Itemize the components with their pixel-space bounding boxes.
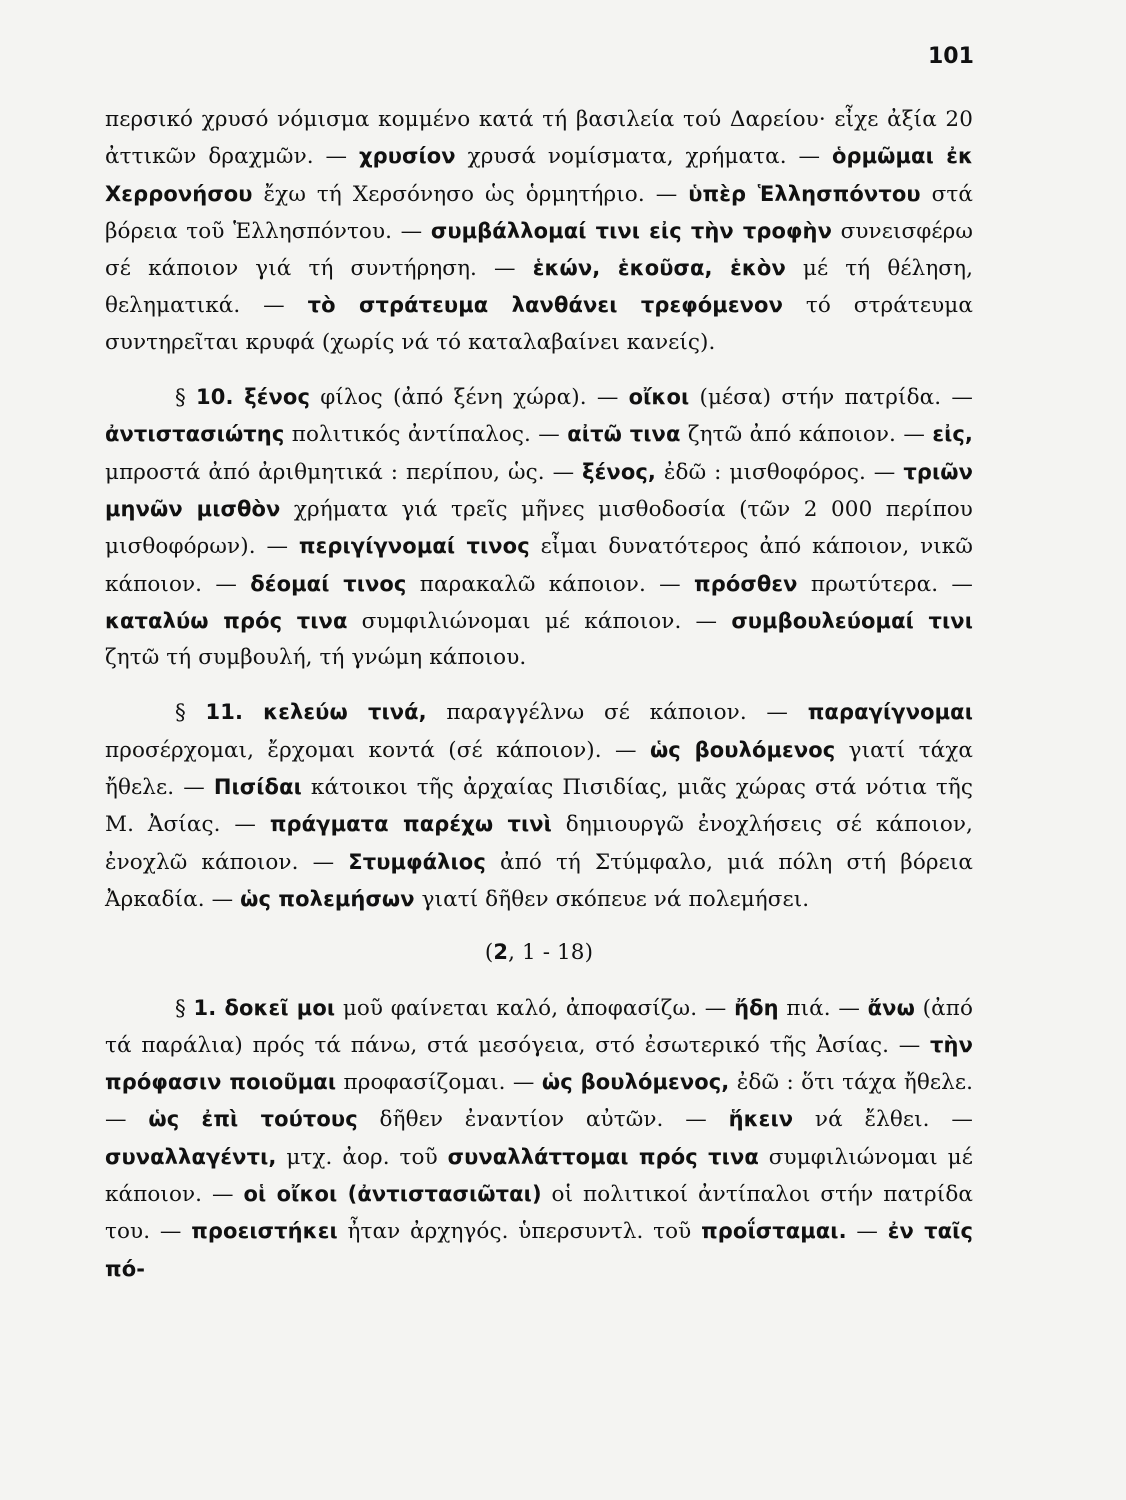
headword: 10. ξένος: [196, 385, 310, 410]
gloss-text: (μέσα) στήν πατρίδα. —: [689, 385, 973, 411]
headword: εἰς,: [932, 422, 974, 447]
headword: 11. κελεύω τινά,: [205, 700, 427, 725]
gloss-text: νά ἔλθει. —: [793, 1107, 973, 1133]
gloss-text: ζητῶ ἀπό κάποιον. —: [680, 422, 933, 448]
gloss-text: φίλος (ἀπό ξένη χώρα). —: [310, 385, 629, 411]
headword: πράγματα παρέχω τινὶ: [269, 812, 552, 837]
headword: ἄνω: [867, 995, 915, 1020]
gloss-text: μέ τή θέληση, θεληματικά. —: [105, 256, 973, 319]
headword: ἐν ταῖς πό-: [105, 1219, 973, 1281]
headword: παραγίγνομαι: [807, 700, 973, 725]
gloss-text: §: [175, 995, 194, 1021]
headword: Πισίδαι: [213, 775, 302, 800]
gloss-text: προσέρχομαι, ἔρχομαι κοντά (σέ κάποιον). —: [105, 737, 650, 763]
gloss-text: παραγγέλνω σέ κάποιον. —: [426, 700, 808, 726]
headword: ὡς ἐπὶ τούτους: [148, 1107, 358, 1132]
headword: συμβουλεύομαί τινι: [731, 608, 973, 633]
paragraph: [105, 379, 973, 676]
gloss-text: μτχ. ἀορ. τοῦ: [276, 1144, 448, 1170]
gloss-text: συνεισφέρω σέ κάποιον γιά τή συντήρηση. —: [105, 218, 974, 282]
headword: χρυσίον: [358, 144, 456, 169]
headword: Στυμφάλιος: [348, 849, 486, 874]
gloss-text: μοῦ φαίνεται καλό, ἀποφασίζω. —: [335, 995, 735, 1021]
section-heading: [105, 934, 973, 971]
gloss-text: §: [175, 385, 197, 411]
gloss-text: παρακαλῶ κάποιον. —: [406, 571, 695, 597]
gloss-text: —: [846, 1219, 888, 1245]
headword: ξένος,: [582, 459, 656, 484]
gloss-text: πιά. —: [778, 995, 868, 1021]
headword: συναλλάττομαι πρός τινα: [447, 1144, 759, 1169]
headword: τὴν πρόφασιν ποιοῦμαι: [105, 1032, 973, 1095]
paragraph: [105, 990, 973, 1288]
headword: οἴκοι: [628, 385, 690, 410]
glossary-text: [105, 102, 973, 1288]
paragraph: [105, 694, 973, 918]
gloss-text: πολιτικός ἀντίπαλος. —: [284, 422, 568, 448]
gloss-text: στά βόρεια τοῦ Ἑλλησπόντου. —: [105, 181, 973, 244]
gloss-text: συμφιλιώνομαι μέ κάποιον. —: [105, 1144, 973, 1208]
headword: ὡς πολεμήσων: [240, 886, 415, 911]
gloss-text: δημιουργῶ ἐνοχλήσεις σέ κάποιον, ἐνοχλῶ κάποιον. —: [105, 812, 973, 875]
gloss-text: γιατί δῆθεν σκόπευε νά πολεμήσει.: [414, 886, 810, 912]
headword: ὡς βουλόμενος: [649, 737, 836, 762]
headword: καταλύω πρός τινα: [105, 608, 348, 633]
paragraph: [105, 102, 973, 361]
headword: συναλλαγέντι,: [105, 1144, 277, 1169]
headword: συμβάλλομαί τινι εἰς τὴν τροφὴν: [430, 218, 832, 243]
headword: ἀντιστασιώτης: [105, 422, 285, 447]
gloss-text: (: [484, 940, 494, 966]
headword: ἥκειν: [728, 1107, 794, 1132]
headword: ὡς βουλόμενος,: [541, 1070, 730, 1095]
gloss-text: εἶμαι δυνατότερος ἀπό κάποιον, νικῶ κάποιον. —: [105, 534, 973, 597]
gloss-text: δῆθεν ἐναντίον αὐτῶν. —: [357, 1107, 729, 1133]
headword: 2: [493, 940, 509, 965]
headword: ἤδη: [734, 995, 779, 1020]
gloss-text: συμφιλιώνομαι μέ κάποιον. —: [347, 608, 732, 634]
gloss-text: ζητῶ τή συμβουλή, τή γνώμη κάποιου.: [105, 645, 527, 671]
gloss-text: ἔχω τή Χερσόνησο ὡς ὁρμητήριο. —: [252, 181, 689, 207]
gloss-text: πρωτύτερα. —: [797, 571, 974, 597]
gloss-text: ἐδῶ : ὅτι τάχα ἤθελε. —: [105, 1070, 973, 1133]
headword: προειστήκει: [191, 1219, 338, 1244]
headword: προΐσταμαι.: [701, 1219, 847, 1244]
gloss-text: προφασίζομαι. —: [336, 1070, 542, 1096]
headword: τριῶν μηνῶν μισθὸν: [105, 459, 973, 521]
headword: οἱ οἴκοι (ἀντιστασιῶται): [243, 1182, 542, 1207]
gloss-text: , 1 - 18): [508, 940, 594, 966]
gloss-text: χρυσά νομίσματα, χρήματα. —: [455, 144, 832, 170]
gloss-text: §: [175, 700, 206, 726]
gloss-text: ἀπό τή Στύμφαλο, μιά πόλη στή βόρεια Ἀρκαδία. —: [105, 849, 973, 912]
headword: τὸ στράτευμα λανθάνει τρεφόμενον: [307, 293, 783, 318]
headword: 1. δοκεῖ μοι: [193, 995, 336, 1020]
gloss-text: τό στράτευμα συντηρεῖται κρυφά (χωρίς νά τό καταλαβαίνει κανείς).: [105, 293, 973, 355]
page-number: 101: [928, 44, 974, 69]
headword: δέομαί τινος: [250, 571, 407, 596]
headword: ὑπὲρ Ἑλλησπόντου: [688, 181, 921, 206]
headword: περιγίγνομαί τινος: [298, 534, 530, 559]
gloss-text: χρήματα γιά τρεῖς μῆνες μισθοδοσία (τῶν 2 000 περίπου μισθοφόρων). —: [105, 496, 973, 560]
gloss-text: περσικό χρυσό νόμισμα κομμένο κατά τή βασιλεία τού Δαρείου· εἶχε ἀξία 20 ἀττικῶν δραχμῶν. —: [105, 107, 973, 170]
gloss-text: γιατί τάχα ἤθελε. —: [105, 737, 973, 801]
headword: αἰτῶ τινα: [567, 422, 681, 447]
gloss-text: (ἀπό τά παράλια) πρός τά πάνω, στά μεσόγεια, στό ἐσωτερικό τῆς Ἀσίας. —: [105, 995, 974, 1058]
headword: ὁρμῶμαι ἐκ Χερρονήσου: [105, 144, 974, 206]
gloss-text: ἐδῶ : μισθοφόρος. —: [656, 459, 904, 485]
headword: πρόσθεν: [694, 571, 798, 596]
gloss-text: κάτοικοι τῆς ἀρχαίας Πισιδίας, μιᾶς χώρας στά νότια τῆς Μ. Ἀσίας. —: [105, 775, 973, 838]
gloss-text: ἦταν ἀρχηγός. ὑπερσυντλ. τοῦ: [337, 1219, 702, 1245]
gloss-text: οἱ πολιτικοί ἀντίπαλοι στήν πατρίδα του. —: [105, 1182, 973, 1245]
headword: ἑκών, ἑκοῦσα, ἑκὸν: [532, 256, 786, 281]
gloss-text: μπροστά ἀπό ἀριθμητικά : περίπου, ὡς. —: [105, 459, 583, 485]
